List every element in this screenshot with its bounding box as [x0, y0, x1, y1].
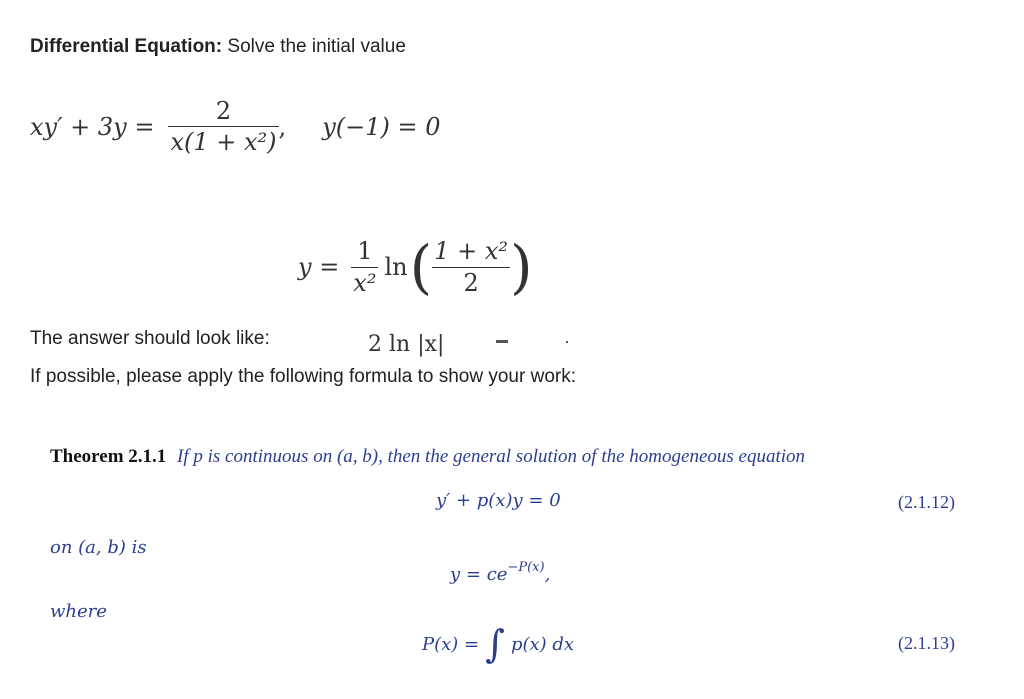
fraction-bar [351, 267, 378, 268]
fraction-bar [168, 126, 278, 127]
cropped-dot [566, 341, 568, 343]
answer-lhs: y = [298, 253, 340, 281]
solution-exponent: −P(x) [507, 560, 545, 575]
equation-comma: , [278, 112, 287, 141]
problem-label: Differential Equation: [30, 36, 223, 57]
coefficient-numerator: 1 [357, 237, 373, 266]
partial-answer-text: 2 ln |x| [368, 332, 445, 357]
partial-answer-crop [368, 332, 458, 357]
solution-base: y = ce [450, 564, 508, 585]
fraction-bar [432, 267, 510, 268]
coefficient-denominator: x² [353, 268, 377, 297]
equation-denominator: x(1 + x²) [170, 128, 277, 157]
equation-lhs: xy′ + 3y = [30, 112, 155, 141]
answer-coefficient [351, 238, 378, 296]
apply-formula-text: If possible, please apply the following formula to show your work: [30, 366, 576, 387]
problem-prompt: Solve the initial value [227, 36, 406, 57]
integral-sign: ∫ [485, 622, 505, 666]
log-argument [432, 238, 510, 296]
integral-lhs: P(x) = [422, 633, 480, 655]
left-paren: ( [409, 233, 433, 301]
homogeneous-equation: y′ + p(x)y = 0 [436, 490, 561, 511]
ln-label: ln [384, 253, 408, 281]
theorem-label: Theorem 2.1.1 [50, 446, 167, 467]
answer-formula [298, 233, 533, 301]
argument-denominator: 2 [463, 268, 479, 297]
answer-prompt: The answer should look like: [30, 328, 270, 349]
general-solution [450, 562, 550, 585]
problem-heading [30, 36, 406, 58]
cropped-mark [496, 340, 508, 343]
theorem-text: If p is continuous on (a, b), then the general solution of the homogeneous equation [177, 446, 806, 467]
argument-numerator: 1 + x² [434, 237, 509, 266]
equation-number-2-1-13: (2.1.13) [898, 633, 955, 653]
initial-condition: y(−1) = 0 [322, 112, 441, 141]
solution-comma: , [544, 564, 551, 585]
equation-fraction [168, 98, 278, 156]
theorem-statement [50, 446, 805, 468]
differential-equation [30, 98, 441, 156]
integral-rhs: p(x) dx [510, 633, 575, 655]
where-text: where [50, 601, 107, 622]
right-paren: ) [510, 233, 533, 301]
equation-numerator: 2 [215, 97, 232, 125]
on-interval-text: on (a, b) is [50, 537, 147, 558]
integral-equation [422, 622, 574, 666]
equation-number-2-1-12: (2.1.12) [898, 492, 955, 512]
